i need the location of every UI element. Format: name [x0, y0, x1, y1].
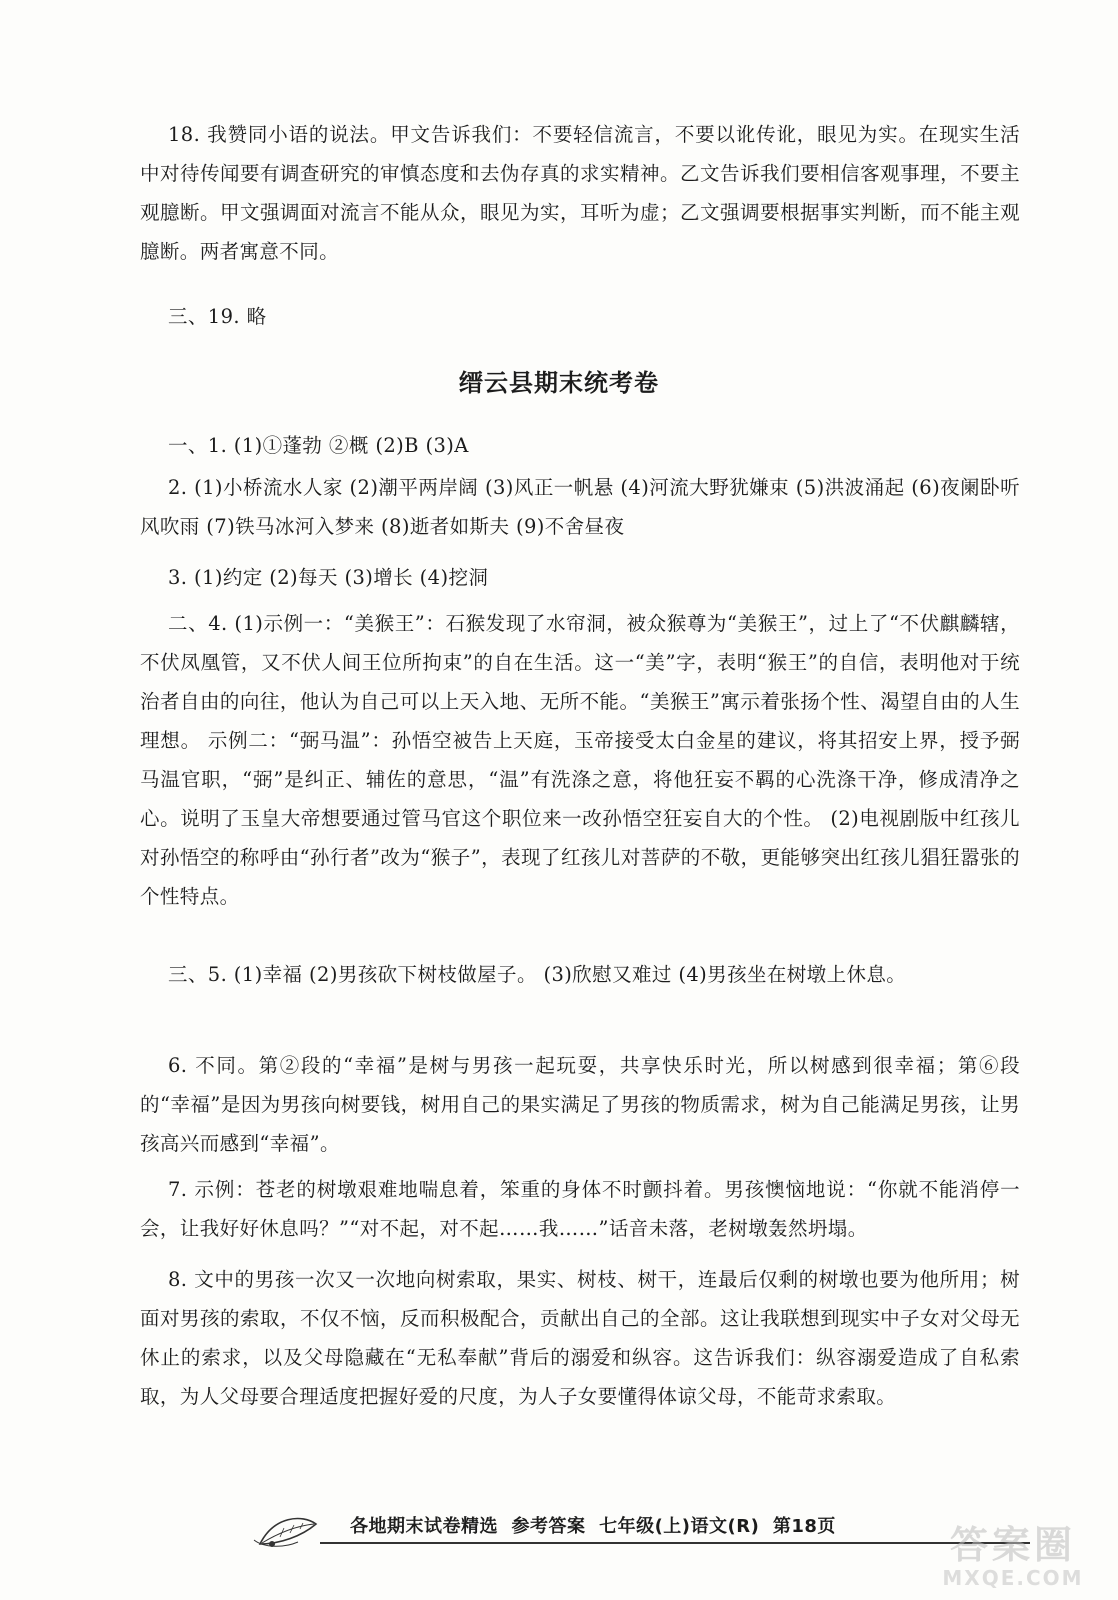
- section-title: 缙云县期末统考卷: [459, 369, 659, 397]
- answer-q2: 2. (1)小桥流水人家 (2)潮平两岸阔 (3)风正一帆悬 (4)河流大野犹嫌束 (5)洪波涌起 (6)夜阑卧听风吹雨 (7)铁马冰河入梦来 (8)逝者如斯夫 (9)不舍昼夜: [140, 476, 1020, 538]
- leaf-icon: [250, 1510, 340, 1550]
- watermark: [918, 1514, 1108, 1594]
- watermark-domain: MXQE.COM: [942, 1566, 1084, 1590]
- answer-q3: 3. (1)约定 (2)每天 (3)增长 (4)挖洞: [168, 566, 489, 589]
- answer-18: 18. 我赞同小语的说法。甲文告诉我们：不要轻信流言，不要以讹传讹，眼见为实。在现实生活中对待传闻要有调查研究的审慎态度和去伪存真的求实精神。乙文告诉我们要相信客观事理，不要主观臆断。甲文强调面对流言不能从众，眼见为实，耳听为虚；乙文强调要根据事实判断，而不能主观臆断。两者寓意不同。: [140, 123, 1020, 263]
- answer-q1: 一、1. (1)①蓬勃 ②概 (2)B (3)A: [168, 434, 469, 457]
- answer-19: 三、19. 略: [168, 305, 267, 328]
- answer-q4: 二、4. (1)示例一：“美猴王”：石猴发现了水帘洞，被众猴尊为“美猴王”，过上了“不伏麒麟辖，不伏凤凰管，又不伏人间王位所拘束”的自在生活。这一“美”字，表明“猴王”的自信，表明他对于统治者自由的向往，他认为自己可以上天入地、无所不能。“美猴王”寓示着张扬个性、渴望自由的人生理想。 示例二：“弼马温”：孙悟空被告上天庭，玉帝接受太白金星的建议，将其招安上界，授予弼马温官职，“弼”是纠正、辅佐的意思，“温”有洗涤之意，将他狂妄不羁的心洗涤干净，修成清净之心。说明了玉皇大帝想要通过管马官这个职位来一改孙悟空狂妄自大的个性。 (2)电视剧版中红孩儿对孙悟空的称呼由“孙行者”改为“猴子”，表现了红孩儿对菩萨的不敬，更能够突出红孩儿猖狂嚣张的个性特点。: [140, 612, 1020, 908]
- answer-q7: 7. 示例：苍老的树墩艰难地喘息着，笨重的身体不时颤抖着。男孩懊恼地说：“你就不能消停一会，让我好好休息吗？”“对不起，对不起……我……”话音未落，老树墩轰然坍塌。: [140, 1178, 1020, 1240]
- page-footer: [250, 1510, 1030, 1550]
- answer-q5: 三、5. (1)幸福 (2)男孩砍下树枝做屋子。 (3)欣慰又难过 (4)男孩坐在树墩上休息。: [168, 963, 907, 986]
- answer-q6: 6. 不同。第②段的“幸福”是树与男孩一起玩耍，共享快乐时光，所以树感到很幸福；第⑥段的“幸福”是因为男孩向树要钱，树用自己的果实满足了男孩的物质需求，树为自己能满足男孩，让男孩高兴而感到“幸福”。: [140, 1054, 1020, 1155]
- answer-q8: 8. 文中的男孩一次又一次地向树索取，果实、树枝、树干，连最后仅剩的树墩也要为他所用；树面对男孩的索取，不仅不恼，反而积极配合，贡献出自己的全部。这让我联想到现实中子女对父母无休止的索求，以及父母隐藏在“无私奉献”背后的溺爱和纵容。这告诉我们：纵容溺爱造成了自私索取，为人父母要合理适度把握好爱的尺度，为人子女要懂得体谅父母，不能苛求索取。: [140, 1268, 1020, 1408]
- footer-text: 各地期末试卷精选 参考答案 七年级(上)语文(R) 第18页: [350, 1516, 836, 1537]
- watermark-logo-text: 答案圈: [949, 1523, 1076, 1567]
